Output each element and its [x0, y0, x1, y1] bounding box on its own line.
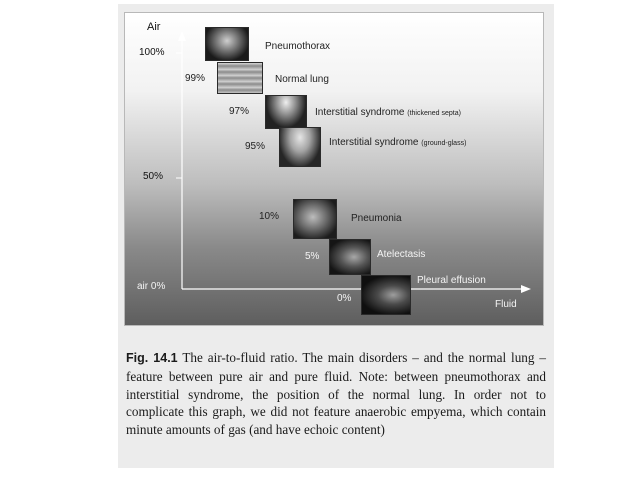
percent-pneumonia: 10% — [259, 211, 280, 222]
figure-caption — [126, 349, 546, 439]
y-axis-arrow — [178, 31, 186, 41]
y-label-0: air 0% — [137, 281, 166, 292]
ultrasound-image-pneumonia — [293, 199, 337, 239]
ultrasound-image-normal-lung — [217, 62, 263, 94]
caption-text: The air-to-fluid ratio. The main disorders – and the normal lung – feature between pure air and pure fluid. Note: between pneumothorax and interstitial syndrome, the position of the normal lung. In order not to complicate this graph, we did not feature anaerobic empyema, which contain minute amounts of gas (and have echoic content) — [126, 350, 546, 438]
label-thickened-septa: Interstitial syndrome (thickened septa) — [315, 107, 461, 118]
ultrasound-image-ground-glass — [279, 127, 321, 167]
y-axis-title: Air — [147, 21, 161, 33]
label-normal-lung: Normal lung — [275, 74, 329, 85]
percent-thickened-septa: 97% — [229, 106, 250, 117]
percent-ground-glass: 95% — [245, 141, 266, 152]
label-ground-glass: Interstitial syndrome (ground-glass) — [329, 137, 467, 148]
percent-pleural-effusion: 0% — [337, 293, 352, 304]
ultrasound-image-pleural-effusion — [361, 275, 411, 315]
x-axis-title: Fluid — [495, 299, 517, 310]
air-fluid-figure — [124, 12, 544, 326]
book-page — [118, 4, 554, 468]
caption-figure-label: Fig. 14.1 — [126, 351, 178, 365]
ultrasound-image-thickened-septa — [265, 95, 307, 129]
label-pneumonia: Pneumonia — [351, 213, 402, 224]
x-axis-arrow — [521, 285, 531, 293]
y-label-100: 100% — [139, 47, 165, 58]
percent-normal-lung: 99% — [185, 73, 206, 84]
label-pneumothorax: Pneumothorax — [265, 41, 331, 52]
ultrasound-image-pneumothorax — [205, 27, 249, 61]
label-pleural-effusion: Pleural effusion — [417, 275, 486, 286]
label-atelectasis: Atelectasis — [377, 249, 426, 260]
percent-atelectasis: 5% — [305, 251, 320, 262]
y-label-50: 50% — [143, 171, 164, 182]
ultrasound-image-atelectasis — [329, 239, 371, 275]
